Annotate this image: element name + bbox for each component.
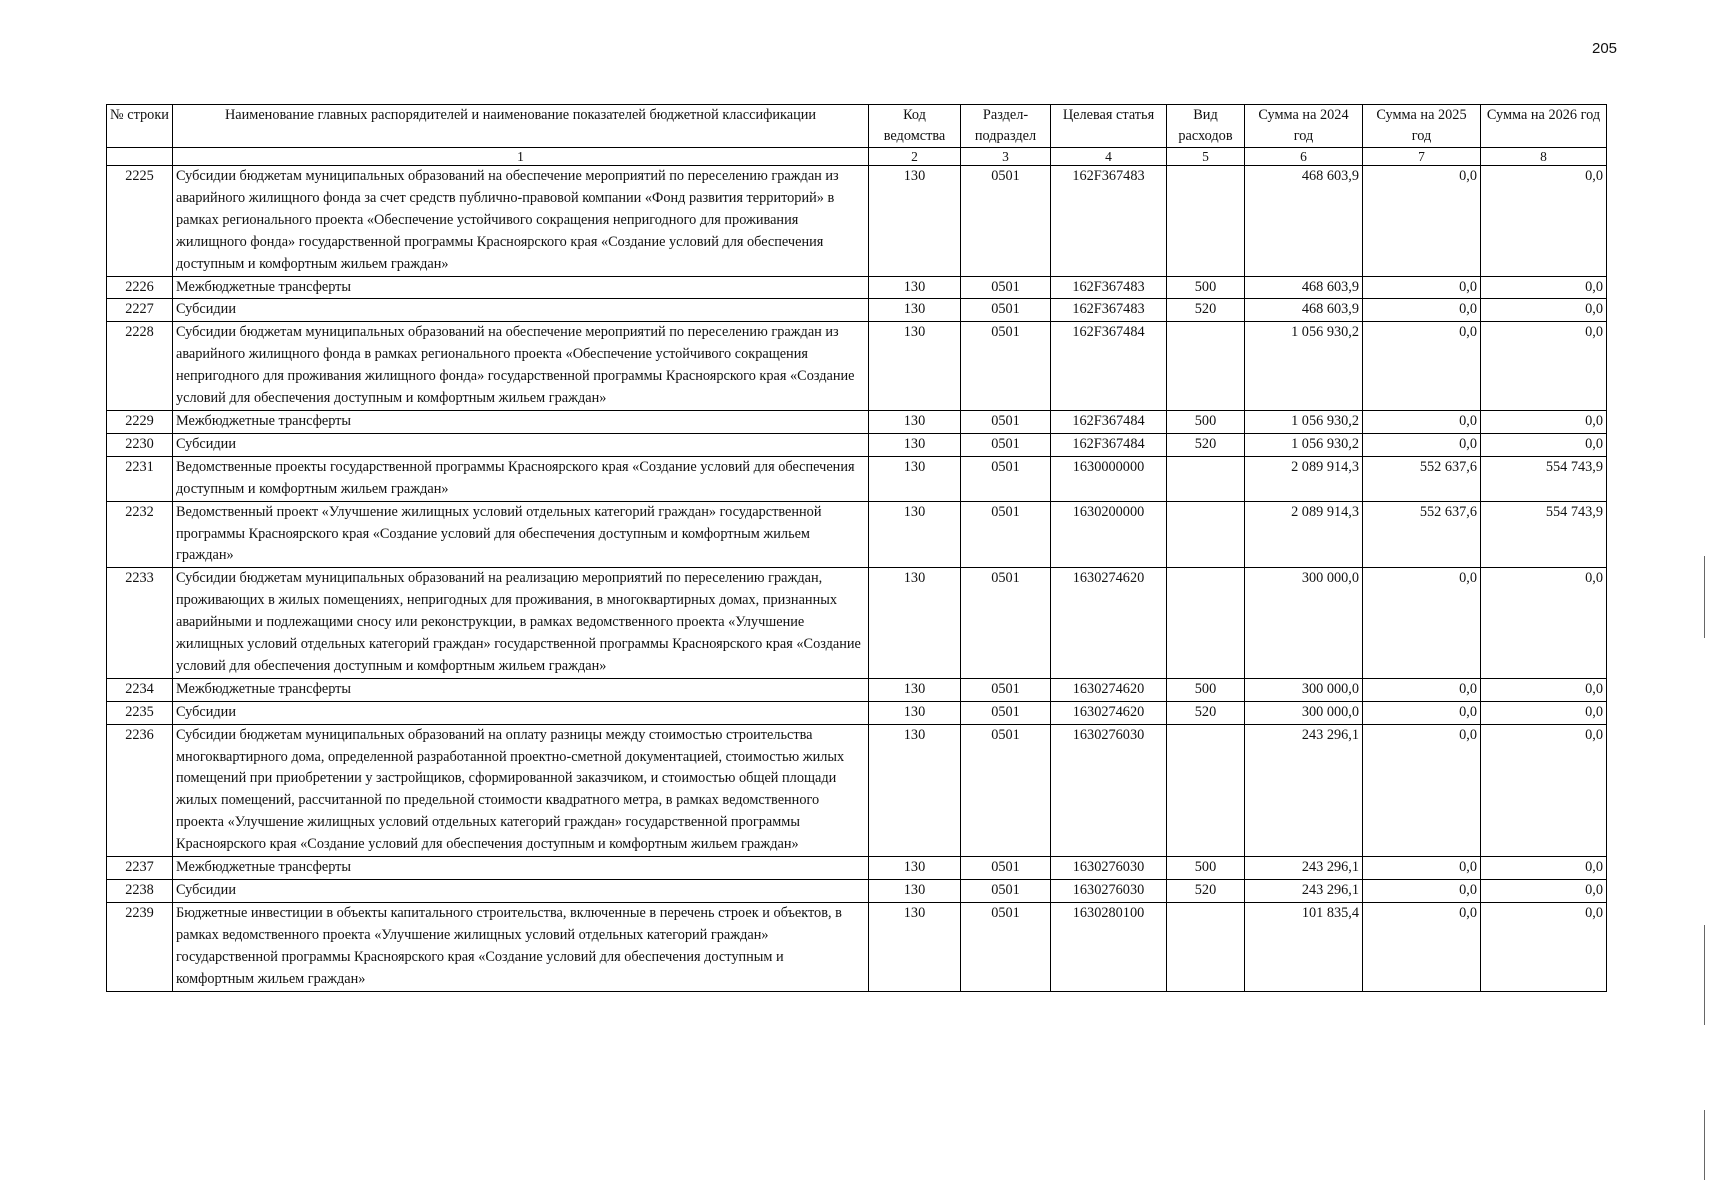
sum-2026: 0,0 xyxy=(1481,299,1607,322)
row-number: 2232 xyxy=(107,501,173,568)
header-department-code: Код ведомства xyxy=(869,105,961,148)
column-number: 7 xyxy=(1363,148,1481,166)
sum-2026: 0,0 xyxy=(1481,701,1607,724)
table-row xyxy=(107,410,1607,433)
department-code: 130 xyxy=(869,678,961,701)
sum-2025: 0,0 xyxy=(1363,322,1481,411)
sum-2024: 1 056 930,2 xyxy=(1245,433,1363,456)
row-name: Субсидии xyxy=(173,433,869,456)
table-row xyxy=(107,701,1607,724)
section-code: 0501 xyxy=(961,568,1051,679)
row-number: 2239 xyxy=(107,902,173,991)
header-row xyxy=(107,105,1607,148)
expense-type: 500 xyxy=(1167,276,1245,299)
table-row xyxy=(107,880,1607,903)
row-number: 2233 xyxy=(107,568,173,679)
sum-2025: 0,0 xyxy=(1363,433,1481,456)
column-number: 6 xyxy=(1245,148,1363,166)
section-code: 0501 xyxy=(961,299,1051,322)
sum-2024: 300 000,0 xyxy=(1245,701,1363,724)
sum-2026: 0,0 xyxy=(1481,410,1607,433)
section-code: 0501 xyxy=(961,678,1051,701)
section-code: 0501 xyxy=(961,701,1051,724)
department-code: 130 xyxy=(869,433,961,456)
table-row xyxy=(107,501,1607,568)
target-article: 162F367484 xyxy=(1051,433,1167,456)
header-name: Наименование главных распорядителей и наименование показателей бюджетной классификации xyxy=(173,105,869,148)
sum-2026: 0,0 xyxy=(1481,276,1607,299)
department-code: 130 xyxy=(869,299,961,322)
table-row xyxy=(107,276,1607,299)
department-code: 130 xyxy=(869,568,961,679)
scan-edge-mark xyxy=(1704,1110,1705,1180)
row-name: Субсидии бюджетам муниципальных образований на оплату разницы между стоимостью строительства многоквартирного дома, определенной разработанной проектно-сметной документацией, стоимостью жилых помещений при приобретении у застройщиков, сформированной заказчиком, и стоимостью общей площади жилых помещений, рассчитанной по предельной стоимости квадратного метра, в рамках ведомственного проекта «Улучшение жилищных условий отдельных категорий граждан» государственной программы Красноярского края «Создание условий для обеспечения доступным и комфортным жильем граждан» xyxy=(173,724,869,856)
target-article: 162F367483 xyxy=(1051,299,1167,322)
scan-edge-mark xyxy=(1704,925,1705,1025)
expense-type: 520 xyxy=(1167,880,1245,903)
row-number: 2235 xyxy=(107,701,173,724)
row-name: Межбюджетные трансферты xyxy=(173,410,869,433)
table-row xyxy=(107,857,1607,880)
section-code: 0501 xyxy=(961,166,1051,277)
sum-2026: 554 743,9 xyxy=(1481,456,1607,501)
section-code: 0501 xyxy=(961,410,1051,433)
sum-2025: 552 637,6 xyxy=(1363,456,1481,501)
row-name: Межбюджетные трансферты xyxy=(173,678,869,701)
department-code: 130 xyxy=(869,456,961,501)
row-number: 2228 xyxy=(107,322,173,411)
department-code: 130 xyxy=(869,322,961,411)
sum-2024: 468 603,9 xyxy=(1245,299,1363,322)
section-code: 0501 xyxy=(961,433,1051,456)
expense-type xyxy=(1167,166,1245,277)
row-name: Субсидии xyxy=(173,701,869,724)
expense-type: 520 xyxy=(1167,701,1245,724)
expense-type: 500 xyxy=(1167,678,1245,701)
department-code: 130 xyxy=(869,410,961,433)
target-article: 162F367483 xyxy=(1051,276,1167,299)
row-name: Субсидии xyxy=(173,299,869,322)
sum-2024: 468 603,9 xyxy=(1245,166,1363,277)
department-code: 130 xyxy=(869,501,961,568)
sum-2024: 300 000,0 xyxy=(1245,568,1363,679)
table-row xyxy=(107,433,1607,456)
column-number: 8 xyxy=(1481,148,1607,166)
department-code: 130 xyxy=(869,166,961,277)
row-name: Субсидии xyxy=(173,880,869,903)
department-code: 130 xyxy=(869,902,961,991)
sum-2024: 243 296,1 xyxy=(1245,857,1363,880)
target-article: 162F367483 xyxy=(1051,166,1167,277)
header-sum-2026: Сумма на 2026 год xyxy=(1481,105,1607,148)
expense-type: 520 xyxy=(1167,299,1245,322)
target-article: 162F367484 xyxy=(1051,322,1167,411)
row-name: Ведомственный проект «Улучшение жилищных условий отдельных категорий граждан» государственной программы Красноярского края «Создание условий для обеспечения доступным и комфортным жильем граждан» xyxy=(173,501,869,568)
row-name: Субсидии бюджетам муниципальных образований на реализацию мероприятий по переселению граждан, проживающих в жилых помещениях, непригодных для проживания, в многоквартирных домах, признанных аварийными и подлежащими сносу или реконструкции, в рамках ведомственного проекта «Улучшение жилищных условий отдельных категорий граждан» государственной программы Красноярского края «Создание условий для обеспечения доступным и комфортным жильем граждан» xyxy=(173,568,869,679)
section-code: 0501 xyxy=(961,724,1051,856)
sum-2026: 0,0 xyxy=(1481,322,1607,411)
row-name: Межбюджетные трансферты xyxy=(173,276,869,299)
column-number: 1 xyxy=(173,148,869,166)
table-row xyxy=(107,902,1607,991)
row-name: Межбюджетные трансферты xyxy=(173,857,869,880)
column-number: 3 xyxy=(961,148,1051,166)
sum-2025: 0,0 xyxy=(1363,410,1481,433)
sum-2026: 0,0 xyxy=(1481,433,1607,456)
row-number: 2234 xyxy=(107,678,173,701)
sum-2025: 0,0 xyxy=(1363,568,1481,679)
sum-2025: 0,0 xyxy=(1363,166,1481,277)
sum-2025: 0,0 xyxy=(1363,857,1481,880)
target-article: 1630000000 xyxy=(1051,456,1167,501)
expense-type: 520 xyxy=(1167,433,1245,456)
sum-2026: 554 743,9 xyxy=(1481,501,1607,568)
row-name: Ведомственные проекты государственной программы Красноярского края «Создание условий для обеспечения доступным и комфортным жильем граждан» xyxy=(173,456,869,501)
sum-2026: 0,0 xyxy=(1481,678,1607,701)
row-number: 2237 xyxy=(107,857,173,880)
department-code: 130 xyxy=(869,880,961,903)
budget-table xyxy=(106,104,1607,992)
target-article: 1630276030 xyxy=(1051,880,1167,903)
target-article: 1630274620 xyxy=(1051,701,1167,724)
target-article: 1630200000 xyxy=(1051,501,1167,568)
sum-2025: 0,0 xyxy=(1363,880,1481,903)
row-number: 2226 xyxy=(107,276,173,299)
target-article: 1630280100 xyxy=(1051,902,1167,991)
row-number: 2231 xyxy=(107,456,173,501)
sum-2025: 0,0 xyxy=(1363,299,1481,322)
sum-2024: 1 056 930,2 xyxy=(1245,322,1363,411)
sum-2025: 0,0 xyxy=(1363,724,1481,856)
department-code: 130 xyxy=(869,724,961,856)
expense-type: 500 xyxy=(1167,410,1245,433)
page-number: 205 xyxy=(1592,40,1618,57)
section-code: 0501 xyxy=(961,902,1051,991)
section-code: 0501 xyxy=(961,501,1051,568)
column-number: 5 xyxy=(1167,148,1245,166)
table-body xyxy=(107,166,1607,992)
sum-2025: 0,0 xyxy=(1363,678,1481,701)
scan-edge-mark xyxy=(1704,556,1705,638)
header-row-number: № строки xyxy=(107,105,173,148)
sum-2026: 0,0 xyxy=(1481,568,1607,679)
section-code: 0501 xyxy=(961,322,1051,411)
header-sum-2024: Сумма на 2024 год xyxy=(1245,105,1363,148)
column-number-row xyxy=(107,148,1607,166)
sum-2026: 0,0 xyxy=(1481,857,1607,880)
target-article: 162F367484 xyxy=(1051,410,1167,433)
section-code: 0501 xyxy=(961,456,1051,501)
expense-type xyxy=(1167,724,1245,856)
row-number: 2225 xyxy=(107,166,173,277)
row-number: 2230 xyxy=(107,433,173,456)
sum-2026: 0,0 xyxy=(1481,902,1607,991)
table-row xyxy=(107,299,1607,322)
target-article: 1630276030 xyxy=(1051,857,1167,880)
header-target-article: Целевая статья xyxy=(1051,105,1167,148)
sum-2024: 243 296,1 xyxy=(1245,724,1363,856)
table-row xyxy=(107,724,1607,856)
sum-2025: 0,0 xyxy=(1363,701,1481,724)
row-number: 2229 xyxy=(107,410,173,433)
column-number-blank xyxy=(107,148,173,166)
row-number: 2238 xyxy=(107,880,173,903)
column-number: 2 xyxy=(869,148,961,166)
sum-2024: 101 835,4 xyxy=(1245,902,1363,991)
header-section: Раздел-подраздел xyxy=(961,105,1051,148)
table-row xyxy=(107,322,1607,411)
department-code: 130 xyxy=(869,701,961,724)
sum-2024: 243 296,1 xyxy=(1245,880,1363,903)
section-code: 0501 xyxy=(961,276,1051,299)
sum-2026: 0,0 xyxy=(1481,724,1607,856)
target-article: 1630274620 xyxy=(1051,568,1167,679)
table-row xyxy=(107,568,1607,679)
expense-type xyxy=(1167,456,1245,501)
sum-2026: 0,0 xyxy=(1481,880,1607,903)
sum-2024: 2 089 914,3 xyxy=(1245,456,1363,501)
expense-type xyxy=(1167,902,1245,991)
header-expense-type: Вид расходов xyxy=(1167,105,1245,148)
department-code: 130 xyxy=(869,857,961,880)
header-sum-2025: Сумма на 2025 год xyxy=(1363,105,1481,148)
sum-2024: 300 000,0 xyxy=(1245,678,1363,701)
department-code: 130 xyxy=(869,276,961,299)
row-number: 2227 xyxy=(107,299,173,322)
sum-2024: 2 089 914,3 xyxy=(1245,501,1363,568)
row-number: 2236 xyxy=(107,724,173,856)
target-article: 1630274620 xyxy=(1051,678,1167,701)
row-name: Бюджетные инвестиции в объекты капитального строительства, включенные в перечень строек и объектов, в рамках ведомственного проекта «Улучшение жилищных условий отдельных категорий граждан» государственной программы Красноярского края «Создание условий для обеспечения доступным и комфортным жильем граждан» xyxy=(173,902,869,991)
row-name: Субсидии бюджетам муниципальных образований на обеспечение мероприятий по переселению граждан из аварийного жилищного фонда в рамках регионального проекта «Обеспечение устойчивого сокращения непригодного для проживания жилищного фонда» государственной программы Красноярского края «Создание условий для обеспечения доступным и комфортным жильем граждан» xyxy=(173,322,869,411)
target-article: 1630276030 xyxy=(1051,724,1167,856)
section-code: 0501 xyxy=(961,857,1051,880)
table-row xyxy=(107,456,1607,501)
column-number: 4 xyxy=(1051,148,1167,166)
expense-type xyxy=(1167,501,1245,568)
sum-2024: 1 056 930,2 xyxy=(1245,410,1363,433)
expense-type xyxy=(1167,322,1245,411)
table-row xyxy=(107,678,1607,701)
sum-2025: 0,0 xyxy=(1363,902,1481,991)
expense-type: 500 xyxy=(1167,857,1245,880)
sum-2025: 0,0 xyxy=(1363,276,1481,299)
table-row xyxy=(107,166,1607,277)
expense-type xyxy=(1167,568,1245,679)
section-code: 0501 xyxy=(961,880,1051,903)
row-name: Субсидии бюджетам муниципальных образований на обеспечение мероприятий по переселению граждан из аварийного жилищного фонда за счет средств публично-правовой компании «Фонд развития территорий» в рамках регионального проекта «Обеспечение устойчивого сокращения непригодного для проживания жилищного фонда» государственной программы Красноярского края «Создание условий для обеспечения доступным и комфортным жильем граждан» xyxy=(173,166,869,277)
sum-2025: 552 637,6 xyxy=(1363,501,1481,568)
sum-2026: 0,0 xyxy=(1481,166,1607,277)
sum-2024: 468 603,9 xyxy=(1245,276,1363,299)
